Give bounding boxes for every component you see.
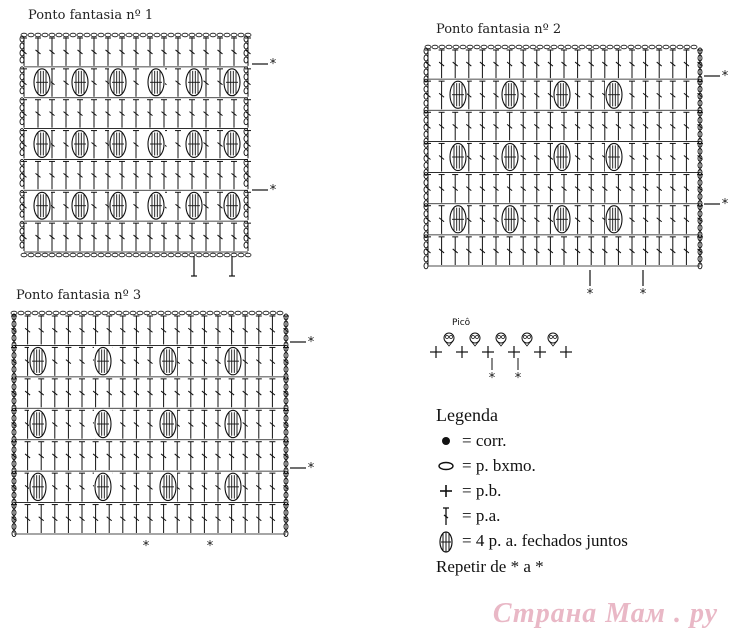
- legend: [436, 405, 628, 553]
- chart-1-title: Ponto fantasia nº 1: [28, 8, 154, 23]
- pico-label: Picô: [452, 318, 471, 328]
- legend-item-corr: = corr.: [436, 428, 628, 453]
- chart-2-title: Ponto fantasia nº 2: [436, 22, 562, 37]
- legend-item-pa: = p.a.: [436, 503, 628, 528]
- legend-item-cluster: = 4 p. a. fechados juntos: [436, 528, 628, 553]
- cluster-icon: [436, 530, 456, 552]
- watermark: Страна Мам . ру: [492, 598, 718, 629]
- chart-3-title: Ponto fantasia nº 3: [16, 288, 142, 303]
- svg-text:*: *: [307, 335, 315, 350]
- repeat-note: Repetir de * a *: [436, 557, 544, 576]
- svg-text:*: *: [206, 539, 214, 554]
- legend-item-bxmo: = p. bxmo.: [436, 453, 628, 478]
- plus-icon: [436, 480, 456, 502]
- svg-text:*: *: [721, 69, 729, 84]
- svg-text:*: *: [269, 183, 277, 198]
- svg-text:*: *: [586, 287, 594, 302]
- svg-text:*: *: [142, 539, 150, 554]
- dot-icon: [436, 430, 456, 452]
- svg-text:*: *: [514, 371, 522, 386]
- svg-text:*: *: [721, 197, 729, 212]
- chart-2-grid: [424, 45, 729, 302]
- chart-3-grid: [11, 311, 315, 554]
- chart-1-grid: [20, 33, 277, 276]
- tall-stitch-icon: [436, 505, 456, 527]
- oval-icon: [436, 455, 456, 477]
- svg-text:*: *: [307, 461, 315, 476]
- svg-text:*: *: [269, 57, 277, 72]
- svg-text:*: *: [639, 287, 647, 302]
- pico-diagram: [430, 333, 572, 386]
- legend-heading: Legenda: [436, 405, 498, 425]
- legend-item-pb: = p.b.: [436, 478, 628, 503]
- svg-text:*: *: [488, 371, 496, 386]
